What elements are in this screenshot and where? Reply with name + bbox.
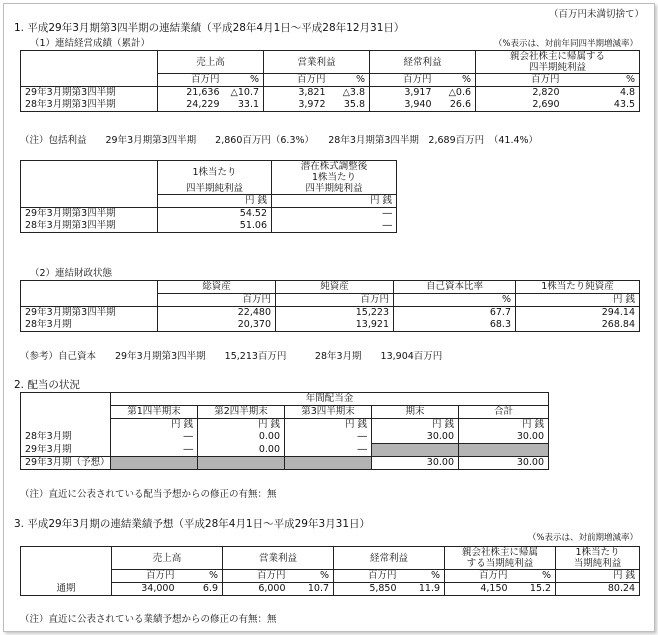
unit-note: （百万円未満切捨て） <box>548 9 644 20</box>
row-label: 28年3月期 <box>21 431 111 444</box>
cell: 68.3 <box>394 319 516 332</box>
eps-header-5: 四半期純利益 <box>272 183 397 195</box>
unit: 百万円 <box>334 570 401 583</box>
section1-title: 1. 平成29年3月期第3四半期の連結業績（平成28年4月1日～平成28年12月31日） <box>14 22 405 34</box>
col-header-total-assets: 総資産 <box>158 281 276 294</box>
col-header-q3: 第3四半期末 <box>285 406 372 419</box>
cell: 22,480 <box>158 307 276 320</box>
cell: 3,821 <box>264 87 330 100</box>
cell: 6,000 <box>223 583 290 596</box>
col-header-net-income-1: 親会社株主に帰属 <box>445 547 556 559</box>
col-header-eps-1: 1株当たり <box>556 547 640 559</box>
unit: % <box>394 294 516 307</box>
unit: 百万円 <box>158 294 276 307</box>
unit: 円 銭 <box>516 294 640 307</box>
table-row <box>21 444 549 457</box>
dividend-revision-note: （注）直近に公表されている配当予想からの修正の有無：無 <box>20 489 277 500</box>
col-header-operating-income: 営業利益 <box>223 547 334 570</box>
unit: % <box>436 74 476 87</box>
eps-table <box>20 160 397 233</box>
table-row <box>21 87 640 100</box>
cell: 43.5 <box>564 99 640 112</box>
cell: 51.06 <box>158 220 272 233</box>
unit: 円 銭 <box>111 419 198 432</box>
unit: 百万円 <box>476 74 564 87</box>
cell: ― <box>285 431 372 444</box>
cell: △0.6 <box>436 87 476 100</box>
cell: 67.7 <box>394 307 516 320</box>
col-header-net-assets: 純資産 <box>276 281 394 294</box>
table-row <box>21 99 640 112</box>
unit: 百万円 <box>370 74 436 87</box>
col-header-sales: 売上高 <box>112 547 223 570</box>
cell: 4,150 <box>445 583 512 596</box>
col-header-q1: 第1四半期末 <box>111 406 198 419</box>
cell: 24,229 <box>158 99 224 112</box>
unit: % <box>512 570 556 583</box>
cell: ― <box>111 431 198 444</box>
cell: 3,972 <box>264 99 330 112</box>
eps-header-1: 1株当たり <box>158 161 272 184</box>
unit: % <box>179 570 223 583</box>
table-row <box>21 431 549 444</box>
shaded-cell <box>111 457 198 470</box>
cell: 35.8 <box>330 99 370 112</box>
table-row <box>21 457 549 470</box>
forecast-table <box>20 546 640 596</box>
cell: △10.7 <box>224 87 264 100</box>
col-header-net-income-1: 親会社株主に帰属する <box>476 51 640 63</box>
cell: 3,917 <box>370 87 436 100</box>
table-row <box>21 319 640 332</box>
col-header-bps: 1株当たり純資産 <box>516 281 640 294</box>
financial-position-table <box>20 280 640 332</box>
unit: 円 銭 <box>556 570 640 583</box>
unit: % <box>401 570 445 583</box>
cell: △3.8 <box>330 87 370 100</box>
section1-sub1: （1）連結経営成績（累計） <box>30 38 151 49</box>
annual-dividend-header: 年間配当金 <box>111 393 549 406</box>
unit: 円 銭 <box>272 195 397 208</box>
unit: % <box>290 570 334 583</box>
row-label: 28年3月期 <box>21 319 158 332</box>
cell: 30.00 <box>372 457 459 470</box>
row-label: 29年3月期第3四半期 <box>21 208 158 221</box>
col-header-operating-income: 営業利益 <box>264 51 370 74</box>
cell: 26.6 <box>436 99 476 112</box>
cell: 13,921 <box>276 319 394 332</box>
shaded-cell <box>285 457 372 470</box>
row-label: 28年3月期第3四半期 <box>21 220 158 233</box>
section1-sub2: （2）連結財政状態 <box>30 268 113 279</box>
operating-results-table <box>20 50 640 112</box>
cell: 15,223 <box>276 307 394 320</box>
cell: 268.84 <box>516 319 640 332</box>
unit: 円 銭 <box>158 195 272 208</box>
unit: 円 銭 <box>285 419 372 432</box>
col-header-equity-ratio: 自己資本比率 <box>394 281 516 294</box>
row-label: 29年3月期（予想） <box>21 457 111 470</box>
table-row <box>21 220 397 233</box>
cell: 2,690 <box>476 99 564 112</box>
section2-title: 2. 配当の状況 <box>14 379 80 391</box>
shaded-cell <box>372 444 459 457</box>
cell: 15.2 <box>512 583 556 596</box>
shaded-cell <box>459 444 549 457</box>
cell: 10.7 <box>290 583 334 596</box>
cell: 30.00 <box>459 457 549 470</box>
unit: 百万円 <box>264 74 330 87</box>
cell: 54.52 <box>158 208 272 221</box>
col-header-year-end: 期末 <box>372 406 459 419</box>
dividends-table <box>20 392 549 470</box>
unit: % <box>224 74 264 87</box>
col-header-net-income-2: 四半期純利益 <box>476 62 640 74</box>
equity-reference-note: （参考）自己資本 29年3月期第3四半期 15,213百万円 28年3月期 13,904百万円 <box>20 351 443 362</box>
corner-cell <box>21 51 158 63</box>
unit: 百万円 <box>112 570 179 583</box>
row-label: 29年3月期第3四半期 <box>21 87 158 100</box>
col-header-sales: 売上高 <box>158 51 264 74</box>
row-label: 29年3月期 <box>21 444 111 457</box>
cell: 11.9 <box>401 583 445 596</box>
eps-header-2: 四半期純利益 <box>158 183 272 195</box>
eps-header-3: 潜在株式調整後 <box>272 161 397 173</box>
unit: 百万円 <box>158 74 224 87</box>
col-header-ordinary-income: 経常利益 <box>334 547 445 570</box>
shaded-cell <box>198 457 285 470</box>
row-label: 通期 <box>21 583 112 596</box>
cell: 5,850 <box>334 583 401 596</box>
cell: 0.00 <box>198 431 285 444</box>
unit: 百万円 <box>223 570 290 583</box>
col-header-total: 合計 <box>459 406 549 419</box>
cell: 80.24 <box>556 583 640 596</box>
row-label: 29年3月期第3四半期 <box>21 307 158 320</box>
cell: 21,636 <box>158 87 224 100</box>
col-header-net-income-2: する当期純利益 <box>445 558 556 570</box>
forecast-revision-note: （注）直近に公表されている業績予想からの修正の有無：無 <box>20 614 277 625</box>
col-header-q2: 第2四半期末 <box>198 406 285 419</box>
eps-header-4: 1株当たり <box>272 172 397 183</box>
cell: 6.9 <box>179 583 223 596</box>
section3-pct-note: （%表示は、対前期増減率） <box>527 533 638 543</box>
cell: ― <box>285 444 372 457</box>
unit: 円 銭 <box>198 419 285 432</box>
table-row <box>21 583 640 596</box>
cell: 2,820 <box>476 87 564 100</box>
col-header-ordinary-income: 経常利益 <box>370 51 476 74</box>
cell: ― <box>272 208 397 221</box>
unit: 百万円 <box>276 294 394 307</box>
cell: 4.8 <box>564 87 640 100</box>
cell: 0.00 <box>198 444 285 457</box>
comprehensive-income-note: （注）包括利益 29年3月期第3四半期 2,860百万円（6.3%） 28年3月期第3四半期 2,689百万円 （41.4%） <box>20 135 539 146</box>
cell: ― <box>272 220 397 233</box>
cell: 20,370 <box>158 319 276 332</box>
table-row <box>21 307 640 320</box>
col-header-eps-2: 当期純利益 <box>556 558 640 570</box>
row-label: 28年3月期第3四半期 <box>21 99 158 112</box>
unit: 百万円 <box>445 570 512 583</box>
cell: 34,000 <box>112 583 179 596</box>
unit: 円 銭 <box>372 419 459 432</box>
cell: 30.00 <box>372 431 459 444</box>
cell: 294.14 <box>516 307 640 320</box>
section3-title: 3. 平成29年3月期の連結業績予想（平成28年4月1日～平成29年3月31日） <box>14 518 371 530</box>
cell: 30.00 <box>459 431 549 444</box>
cell: 3,940 <box>370 99 436 112</box>
cell: 33.1 <box>224 99 264 112</box>
unit: % <box>330 74 370 87</box>
table-row <box>21 208 397 221</box>
cell: ― <box>111 444 198 457</box>
section1-pct-note: （%表示は、対前年同四半期増減率） <box>493 39 638 49</box>
unit: % <box>564 74 640 87</box>
unit: 円 銭 <box>459 419 549 432</box>
